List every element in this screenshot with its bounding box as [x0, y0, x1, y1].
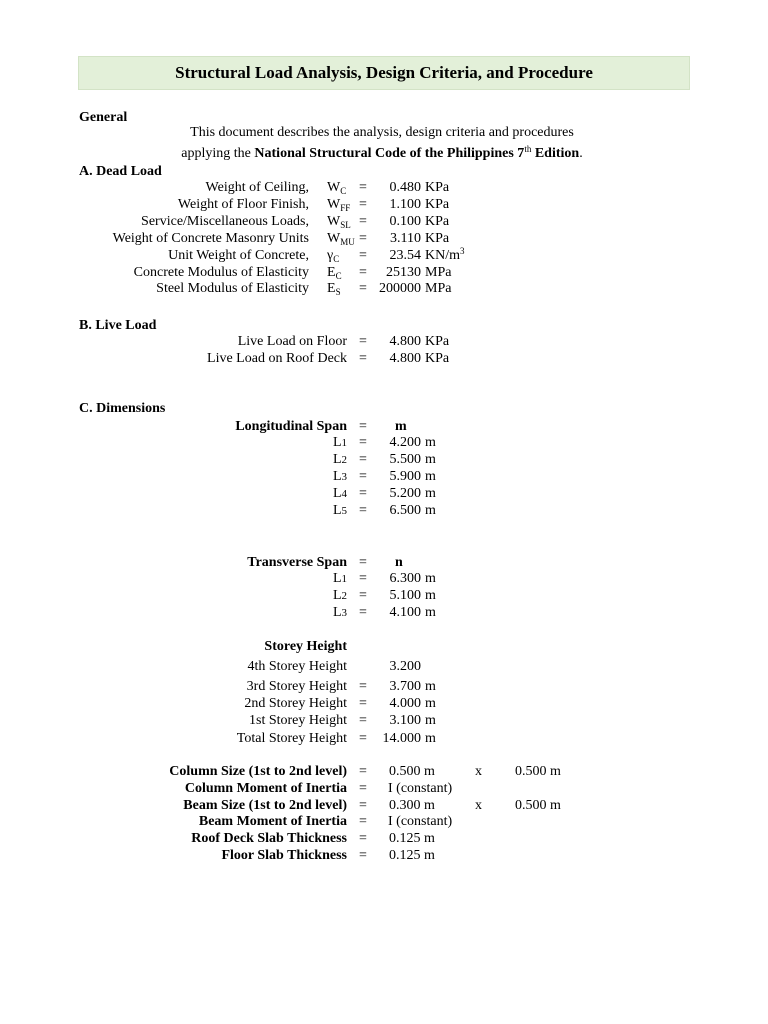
longitudinal-span-row-label: L2 [332, 452, 347, 467]
live-load-heading: B. Live Load [79, 318, 157, 333]
dead-load-label: Weight of Floor Finish, [177, 196, 309, 212]
longitudinal-span-row-value: 4.200 [389, 435, 421, 450]
storey-height-value: 3.200 [389, 659, 421, 674]
dead-load-equals: = [359, 213, 367, 229]
storey-height-value: 3.700 [389, 679, 421, 694]
dead-load-label: Unit Weight of Concrete, [168, 247, 309, 263]
transverse-span-row-label: L2 [332, 588, 347, 603]
longitudinal-span-row-equals: = [359, 503, 367, 518]
dead-load-unit: KPa [425, 213, 450, 229]
storey-height-heading: Storey Height [264, 639, 347, 654]
transverse-span-row-unit: m [425, 588, 436, 603]
member-label: Beam Size (1st to 2nd level) [183, 797, 347, 813]
transverse-span-count: n [395, 555, 403, 570]
member-equals: = [359, 831, 367, 847]
transverse-span-label: Transverse Span [247, 555, 347, 570]
member-value2: 0.500 m [515, 764, 561, 779]
dead-load-label: Weight of Concrete Masonry Units [112, 230, 309, 246]
title-banner [78, 56, 690, 90]
transverse-span-row-equals: = [359, 588, 367, 603]
dead-load-unit: MPa [425, 264, 452, 280]
storey-height-unit: m [425, 713, 436, 728]
live-load-value: 4.800 [389, 334, 421, 349]
storey-height-value: 14.000 [382, 731, 421, 746]
member-value: 0.125 m [389, 831, 435, 847]
dead-load-unit: KPa [425, 230, 450, 246]
transverse-span-row-value: 5.100 [389, 588, 421, 603]
dead-load-symbol: $W_{MU}$ [327, 230, 355, 247]
dead-load-equals: = [359, 180, 367, 195]
storey-height-unit: m [425, 696, 436, 711]
member-value: 0.125 m [389, 848, 435, 863]
live-load-label: Live Load on Floor [237, 334, 347, 349]
longitudinal-span-row-label: L3 [332, 469, 347, 484]
storey-height-equals: = [359, 731, 367, 746]
dead-load-symbol: $E_S$ [327, 281, 341, 298]
dead-load-unit: $KN/m^3$ [425, 245, 465, 263]
longitudinal-span-label: Longitudinal Span [235, 419, 347, 434]
longitudinal-span-row-value: 5.200 [389, 486, 421, 501]
page-title: Structural Load Analysis, Design Criteria, and Procedure [175, 63, 593, 82]
storey-height-unit: m [425, 731, 436, 746]
live-load-unit: KPa [425, 351, 450, 366]
longitudinal-span-row-unit: m [425, 469, 436, 484]
longitudinal-span-row-value: 6.500 [389, 503, 421, 518]
dead-load-unit: KPa [425, 180, 450, 195]
member-equals: = [359, 848, 367, 863]
live-load-label: Live Load on Roof Deck [207, 351, 347, 366]
storey-height-label: 4th Storey Height [247, 659, 347, 674]
transverse-span-row-value: 6.300 [389, 571, 421, 586]
dead-load-value: 25130 [386, 264, 421, 280]
transverse-span-row-equals: = [359, 571, 367, 586]
dead-load-unit: KPa [425, 196, 450, 212]
longitudinal-span-row-value: 5.500 [389, 452, 421, 467]
dead-load-equals: = [359, 196, 367, 212]
member-equals: = [359, 764, 367, 779]
longitudinal-span-row-equals: = [359, 469, 367, 484]
dead-load-symbol: $E_C$ [327, 264, 342, 281]
member-times: x [475, 764, 482, 779]
transverse-span-row-unit: m [425, 571, 436, 586]
longitudinal-span-row-value: 5.900 [389, 469, 421, 484]
member-label: Column Moment of Inertia [184, 780, 347, 796]
storey-height-label: 2nd Storey Height [244, 696, 347, 711]
dead-load-equals: = [359, 230, 367, 246]
longitudinal-span-row-equals: = [359, 452, 367, 467]
dead-load-value: 0.480 [389, 180, 421, 195]
member-label: Beam Moment of Inertia [198, 814, 347, 830]
member-equals: = [359, 780, 367, 796]
dead-load-label: Service/Miscellaneous Loads, [141, 213, 309, 229]
dead-load-value: 200000 [379, 281, 421, 297]
transverse-span-row-value: 4.100 [389, 605, 421, 620]
member-value: I (constant) [388, 814, 453, 830]
dead-load-value: 3.110 [390, 230, 421, 246]
dimensions-heading: C. Dimensions [79, 401, 166, 416]
dead-load-equals: = [359, 264, 367, 280]
dead-load-symbol: $W_{FF}$ [327, 196, 351, 213]
longitudinal-span-row-label: L1 [332, 435, 347, 450]
member-label: Floor Slab Thickness [221, 848, 347, 863]
dead-load-label: Steel Modulus of Elasticity [156, 281, 309, 297]
general-line2: applying the National Structural Code of the Philippines 7th Edition. [181, 144, 583, 161]
longitudinal-span-row-label: L4 [332, 486, 347, 501]
storey-height-equals: = [359, 713, 367, 728]
dead-load-label: Weight of Ceiling, [205, 180, 309, 195]
transverse-span-row-label: L3 [332, 605, 347, 620]
general-heading: General [79, 110, 128, 125]
transverse-span-row-equals: = [359, 605, 367, 620]
storey-height-unit: m [425, 679, 436, 694]
storey-height-label: 1st Storey Height [249, 713, 347, 728]
member-label: Column Size (1st to 2nd level) [169, 764, 347, 779]
dead-load-symbol: $W_{SL}$ [327, 213, 351, 230]
longitudinal-span-row-unit: m [425, 486, 436, 501]
member-value2: 0.500 m [515, 797, 561, 813]
storey-height-label: Total Storey Height [236, 731, 347, 746]
storey-height-equals: = [359, 696, 367, 711]
dead-load-equals: = [359, 247, 367, 263]
longitudinal-span-count: m [395, 419, 407, 434]
storey-height-value: 4.000 [389, 696, 421, 711]
live-load-unit: KPa [425, 334, 450, 349]
longitudinal-span-row-label: L5 [332, 503, 347, 518]
storey-height-label: 3rd Storey Height [246, 679, 347, 694]
live-load-value: 4.800 [389, 351, 421, 366]
dead-load-label: Concrete Modulus of Elasticity [133, 264, 309, 280]
member-value: 0.500 m [389, 764, 435, 779]
longitudinal-span-row-unit: m [425, 503, 436, 518]
live-load-equals: = [359, 334, 367, 349]
member-equals: = [359, 814, 367, 830]
member-value: I (constant) [388, 780, 453, 796]
dead-load-value: 0.100 [389, 213, 421, 229]
general-line1: This document describes the analysis, design criteria and procedures [190, 125, 574, 140]
storey-height-value: 3.100 [389, 713, 421, 728]
dead-load-value: 1.100 [389, 196, 421, 212]
longitudinal-span-row-unit: m [425, 452, 436, 467]
dead-load-symbol: $W_C$ [327, 180, 347, 196]
transverse-span-equals: = [359, 555, 367, 570]
member-label: Roof Deck Slab Thickness [191, 831, 347, 847]
transverse-span-row-unit: m [425, 605, 436, 620]
dead-load-symbol: $\gamma_C$ [327, 247, 340, 264]
live-load-equals: = [359, 351, 367, 366]
member-times: x [475, 797, 482, 813]
member-value: 0.300 m [389, 797, 435, 813]
transverse-span-row-label: L1 [332, 571, 347, 586]
longitudinal-span-row-unit: m [425, 435, 436, 450]
storey-height-equals: = [359, 679, 367, 694]
dead-load-value: 23.54 [389, 247, 421, 263]
dead-load-heading: A. Dead Load [79, 164, 162, 179]
longitudinal-span-equals: = [359, 419, 367, 434]
dead-load-equals: = [359, 281, 367, 297]
dead-load-unit: MPa [425, 281, 452, 297]
longitudinal-span-row-equals: = [359, 486, 367, 501]
member-equals: = [359, 797, 367, 813]
longitudinal-span-row-equals: = [359, 435, 367, 450]
